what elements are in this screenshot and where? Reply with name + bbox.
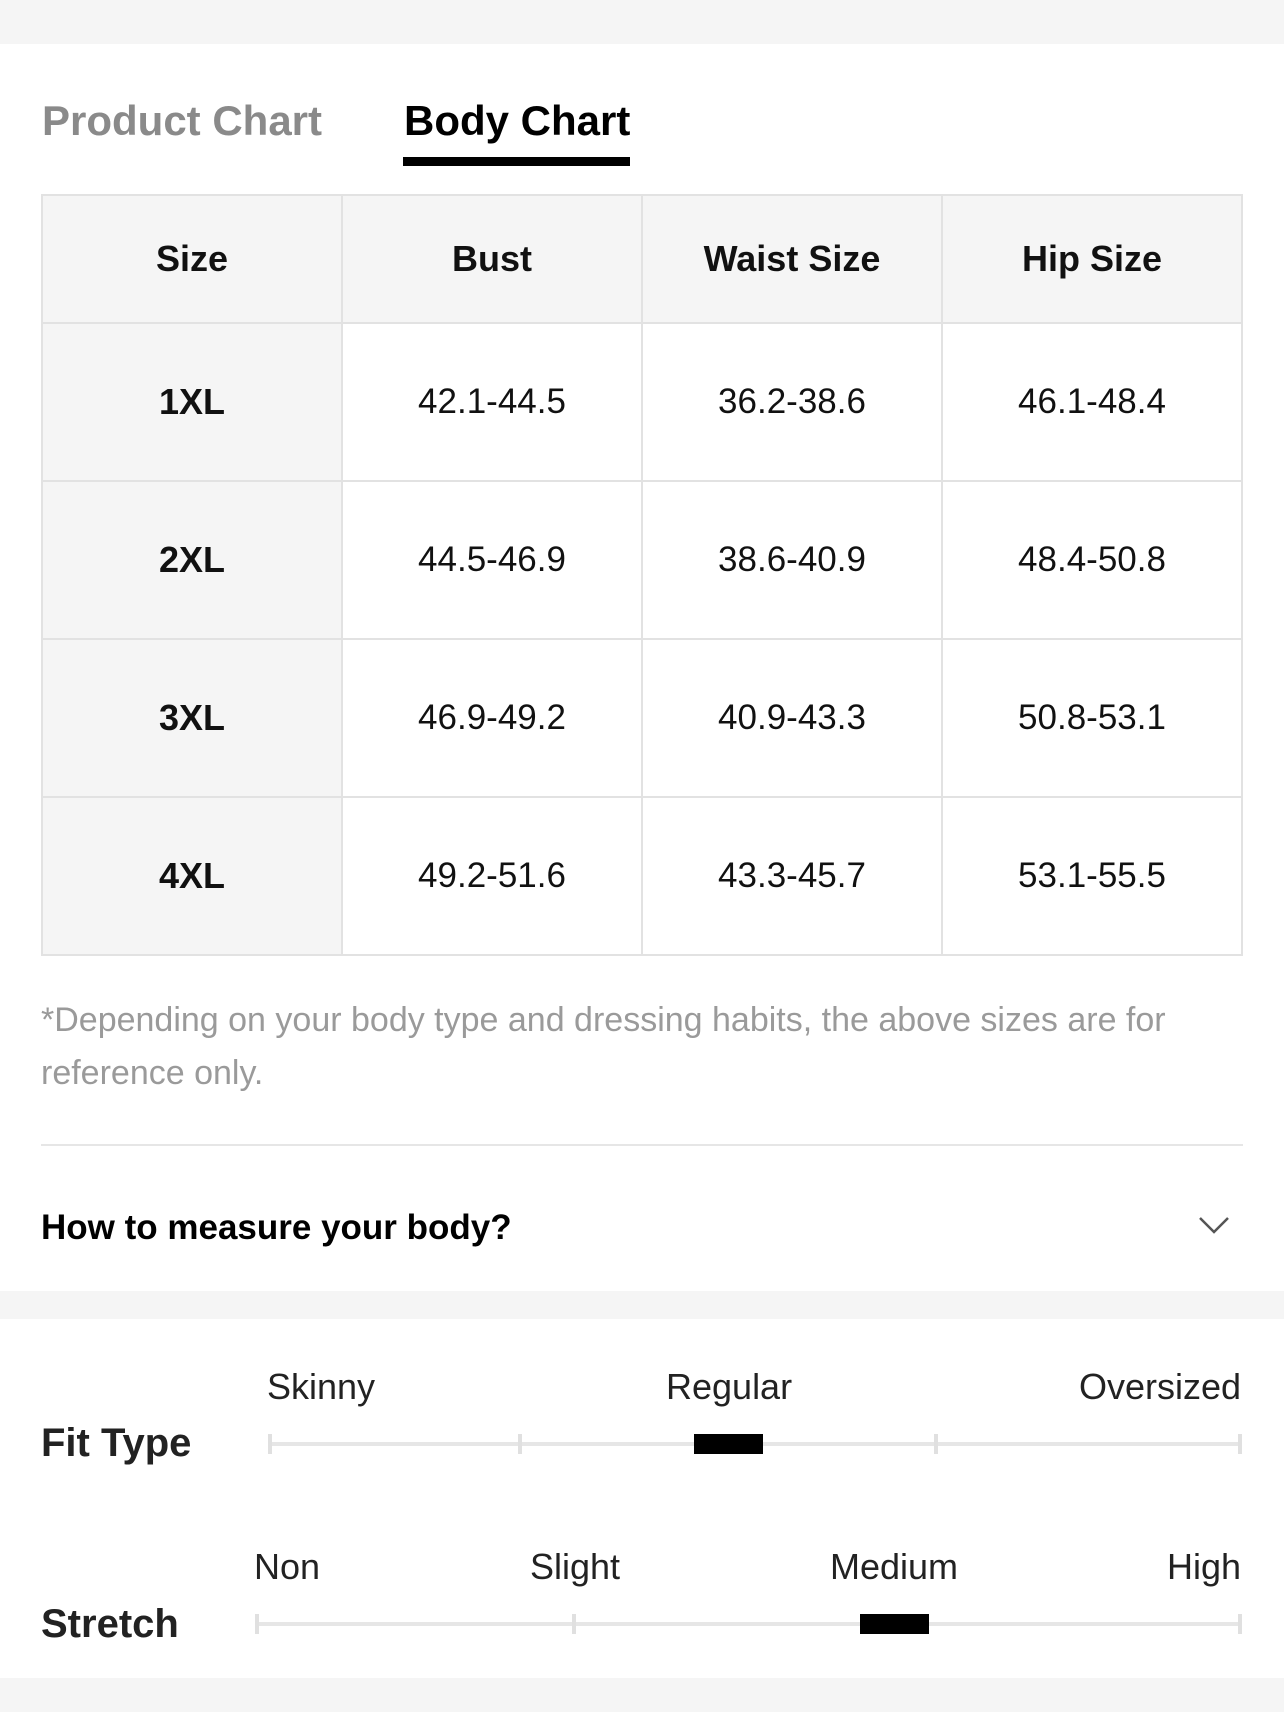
fit-tick xyxy=(1238,1434,1242,1454)
stretch-option-slight: Slight xyxy=(530,1546,621,1587)
fit-tick xyxy=(268,1434,272,1454)
table-row xyxy=(42,639,1242,797)
stretch-label: Stretch xyxy=(41,1602,179,1646)
fit-tick xyxy=(934,1434,938,1454)
stretch-tick xyxy=(1238,1614,1242,1634)
fit-option-oversized: Oversized xyxy=(1078,1366,1241,1407)
table-row xyxy=(42,797,1242,955)
hip-cell: 46.1-48.4 xyxy=(942,323,1242,481)
stretch-tick xyxy=(572,1614,576,1634)
body-size-table xyxy=(41,194,1243,956)
fit-info-card xyxy=(0,1319,1284,1678)
waist-cell: 43.3-45.7 xyxy=(642,797,942,955)
waist-cell: 36.2-38.6 xyxy=(642,323,942,481)
chevron-down-icon[interactable] xyxy=(1197,1208,1231,1242)
active-tab-underline xyxy=(403,157,630,166)
header-waist-size: Waist Size xyxy=(642,195,942,323)
fit-tick xyxy=(518,1434,522,1454)
size-cell: 1XL xyxy=(42,323,342,481)
section-divider xyxy=(41,1144,1243,1146)
size-cell: 2XL xyxy=(42,481,342,639)
stretch-option-high: High xyxy=(1166,1546,1241,1587)
header-bust: Bust xyxy=(342,195,642,323)
table-header-row xyxy=(42,195,1242,323)
stretch-track xyxy=(255,1622,1242,1626)
bust-cell: 49.2-51.6 xyxy=(342,797,642,955)
header-size: Size xyxy=(42,195,342,323)
header-hip-size: Hip Size xyxy=(942,195,1242,323)
tab-product-chart[interactable]: Product Chart xyxy=(42,97,323,144)
tab-body-chart[interactable]: Body Chart xyxy=(404,97,631,144)
size-cell: 4XL xyxy=(42,797,342,955)
stretch-marker xyxy=(860,1614,929,1634)
how-to-measure-toggle[interactable] xyxy=(41,1204,1243,1254)
table-row xyxy=(42,481,1242,639)
hip-cell: 53.1-55.5 xyxy=(942,797,1242,955)
table-row xyxy=(42,323,1242,481)
stretch-option-non: Non xyxy=(254,1546,321,1587)
how-to-measure-label: How to measure your body? xyxy=(41,1208,512,1247)
fit-option-skinny: Skinny xyxy=(267,1366,376,1407)
chart-tabs xyxy=(42,95,742,169)
bust-cell: 44.5-46.9 xyxy=(342,481,642,639)
size-cell: 3XL xyxy=(42,639,342,797)
waist-cell: 40.9-43.3 xyxy=(642,639,942,797)
fit-type-label: Fit Type xyxy=(41,1421,192,1465)
reference-note: *Depending on your body type and dressing habits, the above sizes are for reference only. xyxy=(41,1001,1166,1092)
bust-cell: 42.1-44.5 xyxy=(342,323,642,481)
fit-option-regular: Regular xyxy=(666,1366,793,1407)
stretch-option-medium: Medium xyxy=(830,1546,959,1587)
bust-cell: 46.9-49.2 xyxy=(342,639,642,797)
stretch-tick xyxy=(255,1614,259,1634)
hip-cell: 50.8-53.1 xyxy=(942,639,1242,797)
size-chart-card xyxy=(0,44,1284,1291)
waist-cell: 38.6-40.9 xyxy=(642,481,942,639)
fit-type-marker xyxy=(694,1434,763,1454)
hip-cell: 48.4-50.8 xyxy=(942,481,1242,639)
